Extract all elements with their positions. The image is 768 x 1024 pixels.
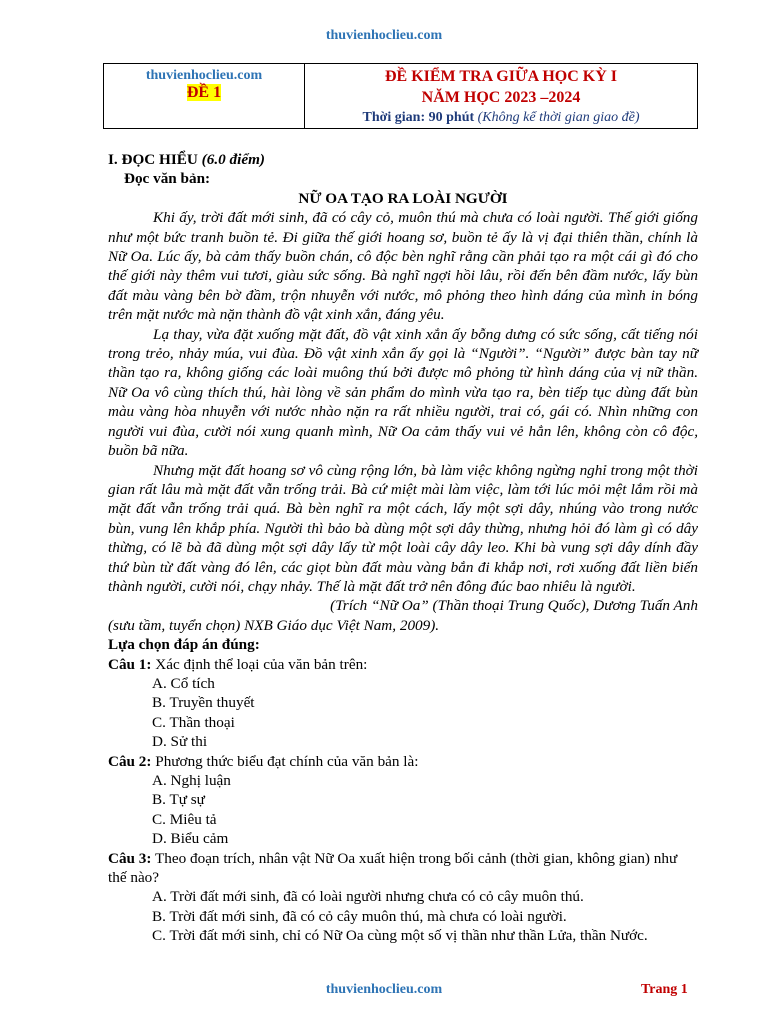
school-year: NĂM HỌC 2023 –2024 xyxy=(421,89,581,106)
time-limit-note: (Không kể thời gian giao đề) xyxy=(477,110,640,125)
top-site-link[interactable]: thuvienhoclieu.com xyxy=(325,28,443,43)
story-paragraph-2: Lạ thay, vừa đặt xuống mặt đất, đồ vật xinh xắn ấy bỗng dưng có sức sống, cất tiếng nói trong trẻo, nhảy múa, vui đùa. Đồ vật xinh xắn ấy gọi là “Người”. “Người” được bàn tay nữ thần tạo ra, không giống các loài muông thú bởi được mô phỏng từ hình dáng của vị nữ thần. Nữ Oa vô cùng thích thú, hài lòng về sản phẩm do mình vừa tạo ra, bèn tiếp tục dùng đất bùn màu vàng hòa nhuyễn với nước nhào nặn ra rất nhiều người, trai có, gái có. Nhìn những con người vui đùa, cười nói xung quanh mình, Nữ Oa cảm thấy vui vẻ hẳn lên, không còn cô độc, buồn bã nữa. xyxy=(108,325,698,460)
question-2-option-d: D. Biểu cảm xyxy=(152,830,229,848)
read-label: Đọc văn bản: xyxy=(124,170,211,188)
question-3-label: Câu 3: xyxy=(108,849,152,867)
question-3 xyxy=(108,849,698,888)
exam-header-box xyxy=(103,63,698,129)
time-limit xyxy=(305,108,697,128)
question-1-option-b: B. Truyền thuyết xyxy=(152,694,255,712)
question-2 xyxy=(108,752,698,771)
footer-site-link[interactable]: thuvienhoclieu.com xyxy=(325,982,443,997)
header-right-cell xyxy=(305,64,697,128)
source-citation-line-2: (sưu tầm, tuyển chọn) NXB Giáo dục Việt Nam, 2009). xyxy=(108,616,440,634)
section-title: I. ĐỌC HIỂU xyxy=(108,151,198,168)
question-2-option-c: C. Miêu tả xyxy=(152,810,217,828)
page-number: Trang 1 xyxy=(641,982,688,997)
story-paragraph-3: Nhưng mặt đất hoang sơ vô cùng rộng lớn, bà làm việc không ngừng nghỉ trong một thời gian rất lâu mà mặt đất vẫn trống trải. Bà cứ miệt mài làm việc, làm tới lúc mỏi mệt lắm rồi mà mặt đất vẫn trống trải quá. Bà bèn nghĩ ra một cách, lấy một sợi dây, nhúng vào trong nước bùn, vung lên khắp phía. Người thì bảo bà dùng một sợi dây thừng, nhưng hỏi đó làm gì có dây thừng, có lẽ bà đã dùng một sợi dây lấy từ một loài cây dây leo. Khi bà vung sợi dây dính đầy thứ bùn từ đất vàng đó lên, các giọt bùn đất màu vàng bắn đi khắp nơi, rơi xuống đất liền biến thành người, cười nói, chạy nhảy. Thế là mặt đất trở nên đông đúc bao nhiêu là người. xyxy=(108,461,698,595)
question-2-label: Câu 2: xyxy=(108,752,152,770)
section-points: (6.0 điểm) xyxy=(201,151,265,168)
story-title: NỮ OA TẠO RA LOÀI NGƯỜI xyxy=(298,189,508,207)
section-heading xyxy=(108,150,698,169)
question-2-option-a: A. Nghị luận xyxy=(152,772,231,789)
exam-content xyxy=(108,150,698,946)
exam-number-label: ĐỀ 1 xyxy=(186,84,222,101)
question-2-option-b: B. Tự sự xyxy=(152,791,205,809)
time-limit-bold: Thời gian: 90 phút xyxy=(362,110,475,125)
question-3-option-a: A. Trời đất mới sinh, đã có loài người nhưng chưa có cỏ cây muôn thú. xyxy=(152,888,584,906)
question-1-text: Xác định thể loại của văn bản trên: xyxy=(155,655,368,673)
exam-title: ĐỀ KIỂM TRA GIỮA HỌC KỲ I xyxy=(384,68,618,85)
question-3-option-c: C. Trời đất mới sinh, chỉ có Nữ Oa cùng một số vị thần như thần Lửa, thần Nước. xyxy=(152,927,648,945)
header-site-link[interactable]: thuvienhoclieu.com xyxy=(145,68,263,83)
question-1-option-c: C. Thần thoại xyxy=(152,713,235,731)
question-3-option-b: B. Trời đất mới sinh, đã có cỏ cây muôn thú, mà chưa có loài người. xyxy=(152,907,567,925)
question-1-option-a: A. Cổ tích xyxy=(152,674,215,692)
choose-answer-label: Lựa chọn đáp án đúng: xyxy=(108,636,260,654)
question-3-text: Theo đoạn trích, nhân vật Nữ Oa xuất hiện trong bối cảnh (thời gian, không gian) như thế nào? xyxy=(108,849,678,887)
question-2-text: Phương thức biểu đạt chính của văn bản là: xyxy=(155,752,419,770)
source-citation-line-1: (Trích “Nữ Oa” (Thần thoại Trung Quốc), Dương Tuấn Anh xyxy=(330,597,698,615)
question-1-option-d: D. Sử thi xyxy=(152,733,208,751)
question-1 xyxy=(108,655,698,674)
story-paragraph-1: Khi ấy, trời đất mới sinh, đã có cây cỏ, muôn thú mà chưa có loài người. Thế giới giống như một bức tranh buồn tẻ. Đi giữa thế giới hoang sơ, buồn tẻ ấy là vị đại thiên thần, chính là Nữ Oa. Lúc ấy, bà cảm thấy buồn chán, cô độc bèn nghĩ rằng cần phải tạo ra một cái gì đó cho thế giới này thêm vui tươi, giàu sức sống. Bà nghĩ ngợi hồi lâu, rồi đến bên đầm nước, lấy bùn đất màu vàng bên bờ đầm, trộn nhuyễn với nước, mô phỏng theo hình dáng của mình in bóng trên mặt nước mà nặn thành đồ vật xinh xắn, đáng yêu. xyxy=(108,209,698,324)
header-left-cell xyxy=(104,64,305,128)
question-1-label: Câu 1: xyxy=(108,655,152,673)
